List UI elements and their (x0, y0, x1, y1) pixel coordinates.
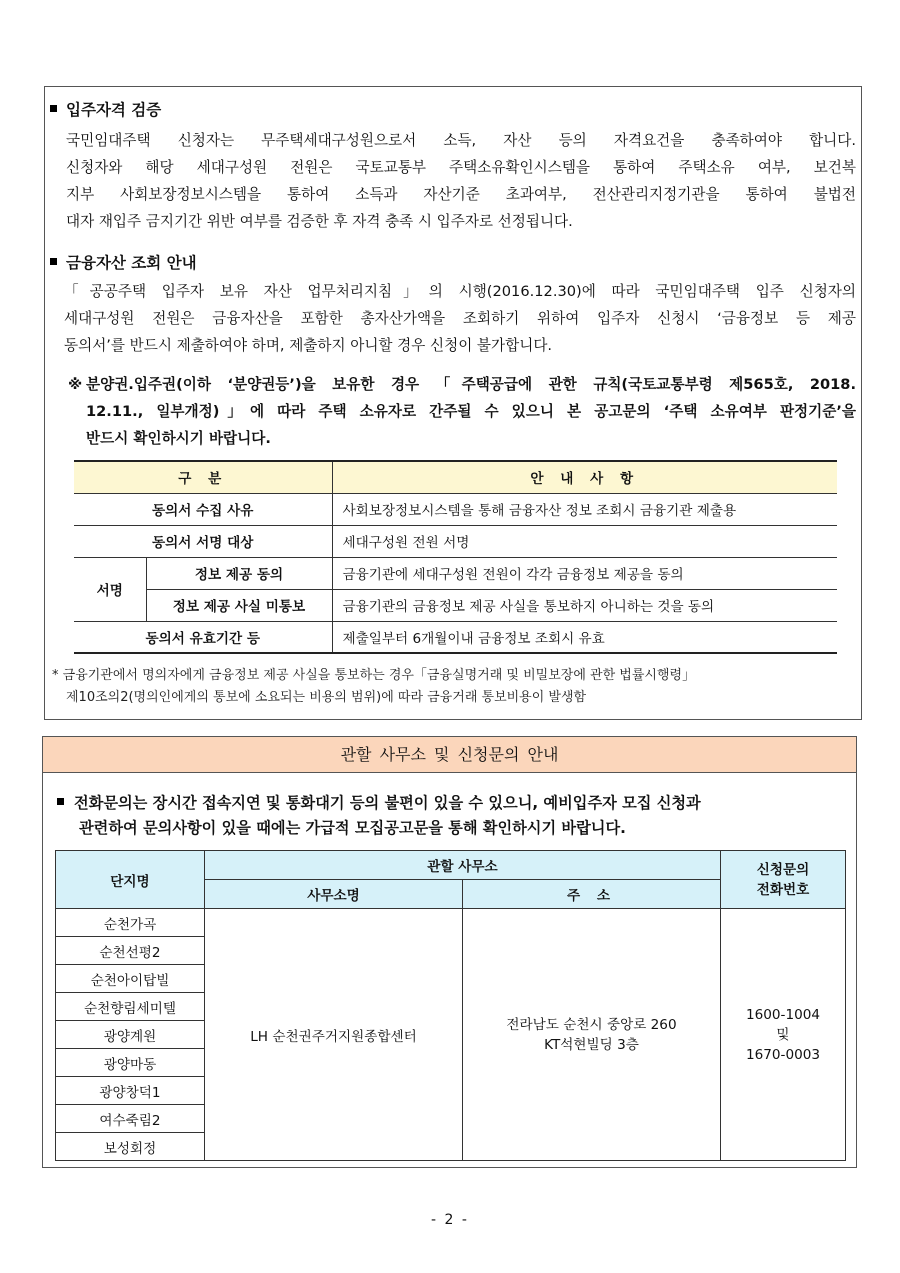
complex-name: 보성회정 (56, 1133, 205, 1161)
address-line: 전라남도 순천시 중앙로 260 (506, 1016, 677, 1033)
header-complex: 단지명 (56, 851, 205, 909)
consent-header-category: 구 분 (74, 461, 332, 493)
phone-number: 1600-1004 (745, 1006, 821, 1023)
note-line: 관련하여 문의사항이 있을 때에는 가급적 모집공고문을 통해 확인하시기 바랍니다. (79, 819, 626, 837)
eligibility-line: 신청자와 해당 세대구성원 전원은 국토교통부 주택소유확인시스템을 통하여 주택소유 여부, 보건복 (66, 159, 856, 176)
section-finance-title: 금융자산 조회 안내 (50, 251, 197, 273)
consent-table (74, 460, 837, 654)
notice-line: 반드시 확인하시기 바랍니다. (86, 430, 271, 447)
consent-row-label: 정보 제공 동의 (146, 557, 332, 589)
office-box-title: 관할 사무소 및 신청문의 안내 (43, 737, 856, 773)
phone-number: 1670-0003 (745, 1046, 821, 1063)
office-table (55, 850, 846, 1161)
finance-paragraph (64, 278, 856, 359)
footnote (52, 665, 858, 709)
footnote-line: 제10조의2(명의인에게의 통보에 소요되는 비용의 범위)에 따라 금융거래 통보비용이 발생함 (66, 690, 587, 705)
address-line: KT석현빌딩 3층 (544, 1036, 639, 1053)
finance-line: 「공공주택 입주자 보유 자산 업무처리지침」의 시행(2016.12.30)에 따라 국민임대주택 입주 신청자의 (64, 283, 856, 300)
complex-name: 순천아이탑빌 (56, 965, 205, 993)
eligibility-line: 지부 사회보장정보시스템을 통하여 소득과 자산기준 초과여부, 전산관리지정기관을 통하여 불법전 (66, 186, 856, 203)
header-office-name: 사무소명 (205, 880, 463, 909)
office-contact-box (42, 736, 857, 1168)
consent-row-value: 금융기관에 세대구성원 전원이 각각 금융정보 제공을 동의 (332, 557, 837, 589)
complex-name: 광양창덕1 (56, 1077, 205, 1105)
consent-row-value: 제출일부터 6개월이내 금융정보 조회시 유효 (332, 621, 837, 653)
page-number: - 2 - (431, 1212, 469, 1228)
header-phone-line: 신청문의 (756, 861, 810, 878)
finance-line: 동의서’를 반드시 제출하여야 하며, 제출하지 아니할 경우 신청이 불가합니다. (64, 337, 553, 354)
header-office-group: 관할 사무소 (205, 851, 721, 880)
complex-name: 순천향림세미텔 (56, 993, 205, 1021)
bullet-square-icon (57, 798, 64, 805)
phone-conjunction: 및 (776, 1026, 790, 1043)
footnote-line: * 금융기관에서 명의자에게 금융정보 제공 사실을 통보하는 경우「금융실명거래 및 비밀보장에 관한 법률시행령」 (52, 668, 696, 683)
table-row (74, 525, 837, 557)
office-name: LH 순천권주거지원종합센터 (205, 909, 463, 1161)
complex-name: 순천선평2 (56, 937, 205, 965)
consent-row-value: 세대구성원 전원 서명 (332, 525, 837, 557)
table-row (74, 493, 837, 525)
consent-row-value: 사회보장정보시스템을 통해 금융자산 정보 조회시 금융기관 제출용 (332, 493, 837, 525)
complex-name: 여수죽림2 (56, 1105, 205, 1133)
consent-row-value: 금융기관의 금융정보 제공 사실을 통보하지 아니하는 것을 동의 (332, 589, 837, 621)
inquiry-phone (721, 909, 846, 1161)
complex-name: 순천가곡 (56, 909, 205, 937)
eligibility-line: 국민임대주택 신청자는 무주택세대구성원으로서 소득, 자산 등의 자격요건을 충족하여야 합니다. (66, 132, 856, 149)
table-row (74, 589, 837, 621)
notice-line: 12.11., 일부개정)」에 따라 주택 소유자로 간주될 수 있으니 본 공고문의 ‘주택 소유여부 판정기준’을 (86, 403, 856, 420)
header-phone (721, 851, 846, 909)
consent-row-label: 동의서 유효기간 등 (74, 621, 332, 653)
notice-line: 분양권.입주권(이하 ‘분양권등’)을 보유한 경우 「주택공급에 관한 규칙(국토교통부령 제565호, 2018. (86, 376, 856, 393)
consent-row-label: 동의서 서명 대상 (74, 525, 332, 557)
section-eligibility-title: 입주자격 검증 (50, 98, 161, 120)
table-row (74, 621, 837, 653)
eligibility-line: 대자 재입주 금지기간 위반 여부를 검증한 후 자격 충족 시 입주자로 선정됩니다. (66, 213, 573, 230)
finance-line: 세대구성원 전원은 금융자산을 포함한 총자산가액을 조회하기 위하여 입주자 신청시 ‘금융정보 등 제공 (64, 310, 856, 327)
bullet-square-icon (50, 258, 57, 265)
header-phone-line: 전화번호 (756, 881, 810, 898)
table-row (56, 909, 846, 937)
consent-header-info: 안 내 사 항 (332, 461, 837, 493)
complex-name: 광양계원 (56, 1021, 205, 1049)
office-address (463, 909, 721, 1161)
note-line: 전화문의는 장시간 접속지연 및 통화대기 등의 불편이 있을 수 있으니, 예비입주자 모집 신청과 (74, 794, 701, 812)
eligibility-paragraph (66, 127, 856, 235)
bullet-square-icon (50, 105, 57, 112)
table-row (74, 557, 837, 589)
reference-mark-icon: ※ (68, 376, 83, 393)
complex-name: 광양마동 (56, 1049, 205, 1077)
presale-rights-notice (66, 371, 856, 452)
consent-row-label: 정보 제공 사실 미통보 (146, 589, 332, 621)
consent-row-label: 동의서 수집 사유 (74, 493, 332, 525)
consent-group-signature: 서명 (74, 557, 146, 621)
phone-inquiry-note (57, 791, 847, 841)
header-address: 주 소 (463, 880, 721, 909)
